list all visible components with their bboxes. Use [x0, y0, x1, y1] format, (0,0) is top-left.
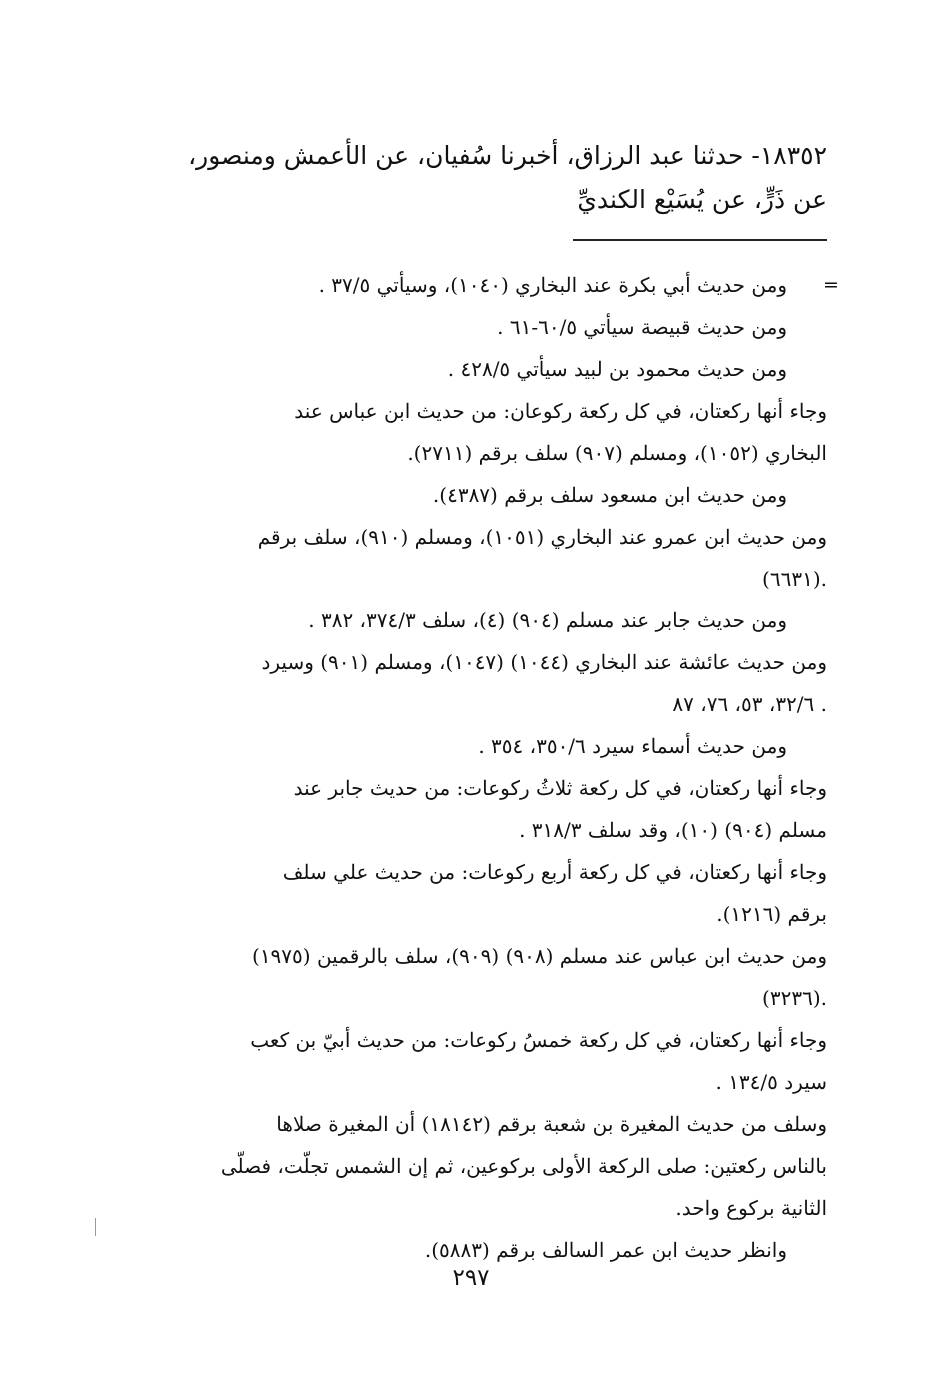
footnote-line: (٦٦٣١). — [762, 567, 827, 591]
footnote-line: الثانية بركوع واحد. — [675, 1196, 827, 1220]
continuation-marker: = — [823, 274, 839, 296]
footnote-line: البخاري (١٠٥٢)، ومسلم (٩٠٧) سلف برقم (٢٧١١). — [407, 441, 827, 465]
footnote-line: ومن حديث عائشة عند البخاري (١٠٤٤) (١٠٤٧)، ومسلم (٩٠١) وسيرد — [261, 650, 827, 674]
footnote-line: وجاء أنها ركعتان، في كل ركعة خمسُ ركوعات: من حديث أبيّ بن كعب — [250, 1028, 827, 1052]
footnote-line: ومن حديث ابن مسعود سلف برقم (٤٣٨٧). — [432, 483, 787, 507]
footnote-line: بالناس ركعتين: صلى الركعة الأولى بركوعين، ثم إن الشمس تجلّت، فصلّى — [220, 1154, 827, 1178]
footnote-line: ومن حديث ابن عباس عند مسلم (٩٠٨) (٩٠٩)، سلف بالرقمين (١٩٧٥) — [252, 944, 827, 968]
footnote-line: ومن حديث قبيصة سيأتي ٦٠/٥-٦١ . — [497, 315, 787, 339]
hadith-line-2: عن ذَرٍّ، عن يُسَيْع الكنديِّ — [577, 185, 827, 214]
footnote-line: ومن حديث جابر عند مسلم (٩٠٤) (٤)، سلف ٣٧٤/٣، ٣٨٢ . — [308, 608, 787, 632]
footnote-line: وجاء أنها ركعتان، في كل ركعة أربع ركوعات: من حديث علي سلف — [282, 860, 827, 884]
footnote-line: سيرد ١٣٤/٥ . — [715, 1070, 827, 1094]
footnote-line: ٣٢/٦، ٥٣، ٧٦، ٨٧ . — [672, 692, 827, 716]
footnote-line: وانظر حديث ابن عمر السالف برقم (٥٨٨٣). — [424, 1238, 787, 1262]
footnote-line: برقم (١٢١٦). — [716, 902, 827, 926]
footnote-line: ومن حديث ابن عمرو عند البخاري (١٠٥١)، ومسلم (٩١٠)، سلف برقم — [257, 525, 827, 549]
footnote-line: وجاء أنها ركعتان، في كل ركعة ركوعان: من حديث ابن عباس عند — [294, 399, 827, 423]
hadith-line-1: ١٨٣٥٢- حدثنا عبد الرزاق، أخبرنا سُفيان، عن الأعمش ومنصور، — [188, 141, 827, 170]
footnote-line: وسلف من حديث المغيرة بن شعبة برقم (١٨١٤٢) أن المغيرة صلاها — [276, 1112, 827, 1136]
margin-mark — [95, 1218, 96, 1236]
footnote-line: مسلم (٩٠٤) (١٠)، وقد سلف ٣١٨/٣ . — [519, 818, 827, 842]
page-number: ٢٩٧ — [452, 1265, 490, 1291]
footnote-line: ومن حديث أسماء سيرد ٣٥٠/٦، ٣٥٤ . — [478, 734, 787, 758]
footnote-line: (٣٢٣٦). — [762, 986, 827, 1010]
footnote-line: وجاء أنها ركعتان، في كل ركعة ثلاثُ ركوعات: من حديث جابر عند — [293, 776, 827, 800]
footnote-line: ومن حديث محمود بن لبيد سيأتي ٤٢٨/٥ . — [447, 357, 787, 381]
footnote-divider — [573, 239, 827, 241]
footnote-line: ومن حديث أبي بكرة عند البخاري (١٠٤٠)، وسيأتي ٣٧/٥ . — [318, 273, 787, 297]
